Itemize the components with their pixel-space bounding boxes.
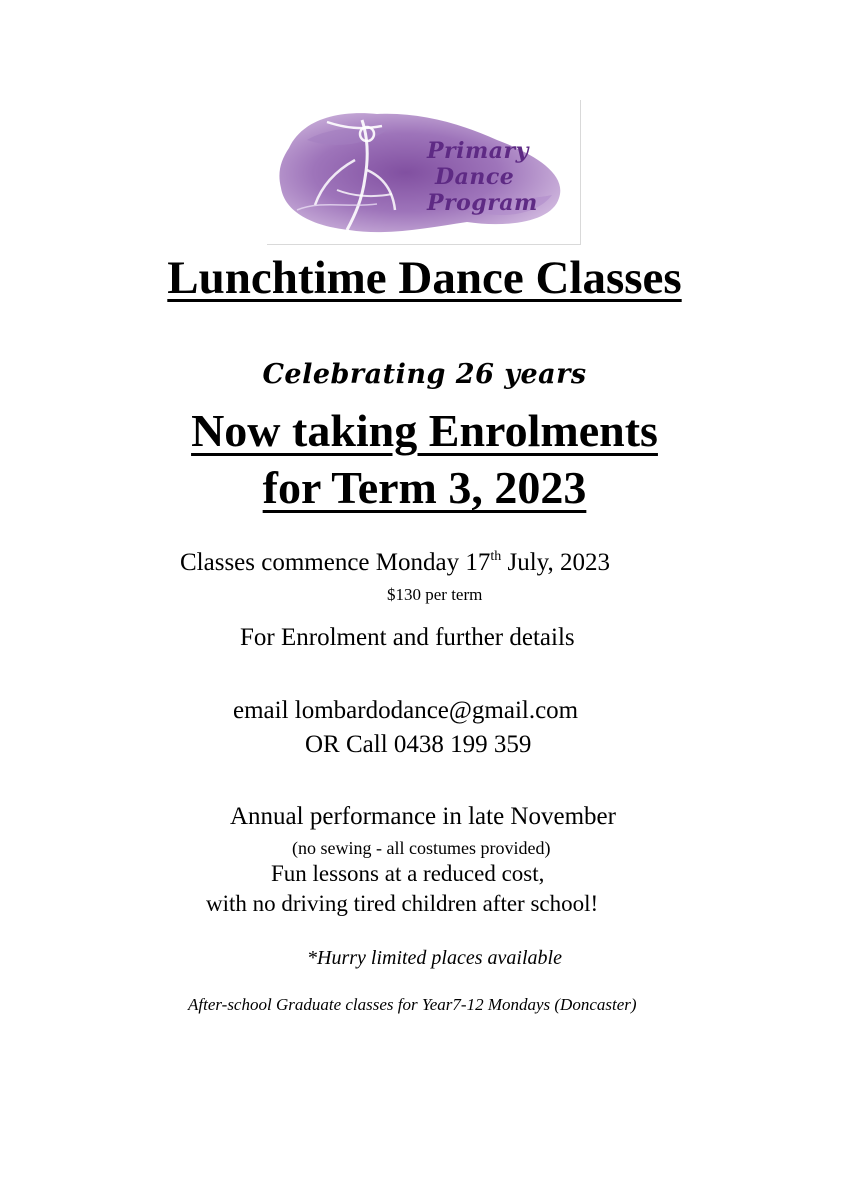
annual-performance-text: Annual performance in late November xyxy=(230,803,616,830)
contact-phone: OR Call 0438 199 359 xyxy=(305,731,532,758)
graduate-classes-note: After-school Graduate classes for Year7-12 Mondays (Doncaster) xyxy=(188,995,637,1014)
classes-commence-suffix: July, 2023 xyxy=(501,549,611,576)
benefit-line-1: Fun lessons at a reduced cost, xyxy=(271,861,545,886)
price-per-term: $130 per term xyxy=(387,585,483,604)
logo-text-program: Program xyxy=(427,190,538,216)
page-title-text: Lunchtime Dance Classes xyxy=(167,252,682,304)
page-title xyxy=(0,250,849,306)
primary-dance-program-logo xyxy=(267,100,581,245)
costume-note: (no sewing - all costumes provided) xyxy=(292,838,551,858)
headline-line-1 xyxy=(0,403,849,459)
benefit-line-2: with no driving tired children after school! xyxy=(206,891,599,916)
enrolment-details-text: For Enrolment and further details xyxy=(240,624,575,651)
headline-line-1-text: Now taking Enrolments xyxy=(191,405,658,456)
headline-line-2-text: for Term 3, 2023 xyxy=(262,462,587,513)
limited-places-note: *Hurry limited places available xyxy=(307,947,562,969)
classes-commence-text xyxy=(180,547,610,579)
headline-line-2 xyxy=(0,460,849,516)
classes-commence-prefix: Classes commence Monday 17 xyxy=(180,549,491,576)
contact-email: email lombardodance@gmail.com xyxy=(233,697,579,724)
logo-text-dance: Dance xyxy=(435,164,515,190)
logo-text-primary: Primary xyxy=(427,138,529,164)
dancer-logo-graphic xyxy=(267,100,580,244)
classes-commence-ordinal: th xyxy=(490,549,502,564)
celebrating-subtitle: Celebrating 26 years xyxy=(262,359,587,390)
